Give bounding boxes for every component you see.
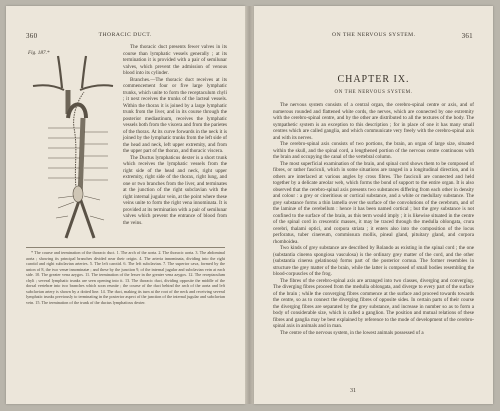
left-page: [6, 6, 245, 404]
footnote-rule: [26, 247, 225, 248]
signature-mark: 31: [350, 388, 356, 394]
right-paragraph: Two kinds of grey substance are described by Rolando as existing in the spinal cord ; the one (substantia cinerea spongiosa vasculosa) is the ordinary grey matter of the cord, and the other (substantia cinerea gelatinosa) forms part of the posterior cornua. The former resembles in structure the grey matter of the brain, while the latter is composed of small bodies resembling the blood-corpuscles of the frog.: [273, 245, 474, 277]
right-paragraph: The nervous system consists of a central organ, the cerebro-spinal centre or axis, and of numerous rounded and flattened white cords, the nerves, which are connected by one extremity with the cerebro-spinal centre, and by the other are distributed to all the textures of the body. The sympathetic system is an exception to this description ; for in place of one it has many small centres which are called ganglia, and which communicate very freely with the cerebro-spinal axis and with its nerves.: [273, 102, 474, 141]
right-page: [254, 6, 493, 404]
left-page-number: 360: [26, 32, 38, 40]
left-page-title: THORACIC DUCT.: [98, 32, 152, 38]
left-running-head: [26, 32, 225, 40]
left-body-text: [123, 44, 227, 244]
left-paragraph: The thoracic duct presents fewer valves in its course than lymphatic vessels generally ; at its termination it is provided with a pair of semilunar valves, which prevent the admission of venous blood into its cylinder.: [123, 44, 227, 76]
right-paragraph: The most superficial examination of the brain, and spinal cord shows them to be composed of fibres, or rather fasciculi, which in some situations are ranged in a longitudinal direction, and in others are interlaced at various angles by cross fibres. The fasciculi are connected and held together by a delicate areolar web, which forms the bond of support to the entire organ. It is also observed that the cerebro-spinal axis presents two substances differing from each other in density and colour : a grey or cineritious or cortical substance, and a white or medullary substance. The grey substance forms a thin lamella over the surface of the convolutions of the cerebrum, and of the laminæ of the cerebellum : hence it has been named cortical ; but the grey substance is not confined to the surface of the brain, as this term would imply ; it is likewise situated in the centre of the spinal cord in crescentic masses, it may be traced through the medulla oblongata, crura cerebri, thalami optici, and corpora striata ; it enters also into the composition of the locus perforatus, tuber cinereum, commissura mollis, pineal gland, pituitary gland, and corpora rhomboidea.: [273, 160, 474, 245]
right-paragraph: The centre of the nervous system, in the lowest animals possessed of a: [280, 329, 424, 336]
right-body-text: [273, 102, 474, 386]
figure-label: Fig. 187.*: [28, 50, 50, 56]
book-gutter: [245, 6, 254, 404]
chapter-heading: CHAPTER IX.: [337, 74, 410, 85]
figure-caption: [26, 250, 225, 305]
right-paragraph: The fibres of the cerebro-spinal axis are arranged into two classes, diverging and converging. The diverging fibres proceed from the medulla oblongata, and diverge to every part of the surface of the brain ; while the converging fibres commence at the surface and proceed towards towards the centre, so as to connect the diverging fibres of opposite sides. In certain parts of their course the diverging fibres are separated by the grey substance, and increase in number so as to form a body of considerable size, which is called a ganglion. The position and mutual relations of these fibres and ganglia may be best explained by reference to the mode of development of the cerebro-spinal axis in animals and in man.: [273, 277, 474, 329]
left-paragraph: Branches.—The thoracic duct receives at its commencement four or five large lymphatic trunks, which unite to form the receptaculum chyli ; it next receives the trunks of the lacteal vessels. Within the thorax it is joined by a large lymphatic trunk from the liver, and in its course through the posterior mediastinum, receives the lymphatic vessels both from the viscera and from the parietes of the thorax. At its curve forwards in the neck it is joined by the lymphatic trunks from the left side of the head and neck, left upper extremity, and from the upper part of the thorax, and thoracic viscera.: [123, 76, 227, 154]
thoracic-duct-illustration: [28, 48, 118, 244]
right-paragraph: The cerebro-spinal axis consists of two portions, the brain, an organ of large size, situated within the skull, and the spinal cord, a lengthened portion of the nervous centre continuous with the brain and occupying the canal of the vertebral column.: [273, 141, 474, 160]
right-page-title: ON THE NERVOUS SYSTEM.: [332, 32, 416, 38]
left-paragraph: The Ductus lymphaticus dexter is a short trunk which receives the lymphatic vessels from the right side of the head and neck, right upper extremity, right side of the thorax, right lung, and one or two branches from the liver, and terminates at the junction of the right subclavian with the right internal jugular vein, at the point where these veins unite to form the right vena innominata. It is provided at its termination with a pair of semilunar valves which prevent the entrance of blood from the veins.: [123, 154, 227, 226]
caption-text: * The course and termination of the thoracic duct. 1. The arch of the aorta. 2. The thoracic aorta. 3. The abdominal aorta ; showing its principal branches divided near their origin. 4. The arteria innominata, dividing into the right carotid and right subclavian arteries. 5. The left carotid. 6. The left subclavian. 7. The superior cava, formed by the union of 8, the two venæ innominatæ ; and these by the junction 9, of the internal jugular and subclavian vein at each side. 10. The greater vena azygos. 11. The termination of the lesser in the greater vena azygos. 12. The receptaculum chyli ; several lymphatic trunks are seen opening into it. 13. The thoracic duct, dividing opposite the middle of the dorsal vertebræ into two branches which soon reunite ; the course of the duct behind the arch of the aorta and left subclavian artery is shown by a dotted line. 14. The duct, making its turn at the root of the neck and receiving several lymphatic trunks previously to terminating in the posterior aspect of the junction of the internal jugular and subclavian vein. 15. The termination of the trunk of the ductus lymphaticus dexter.: [26, 250, 225, 305]
chapter-subtitle: ON THE NERVOUS SYSTEM.: [334, 90, 413, 95]
right-page-number: 361: [461, 32, 473, 40]
right-running-head: [274, 32, 473, 40]
